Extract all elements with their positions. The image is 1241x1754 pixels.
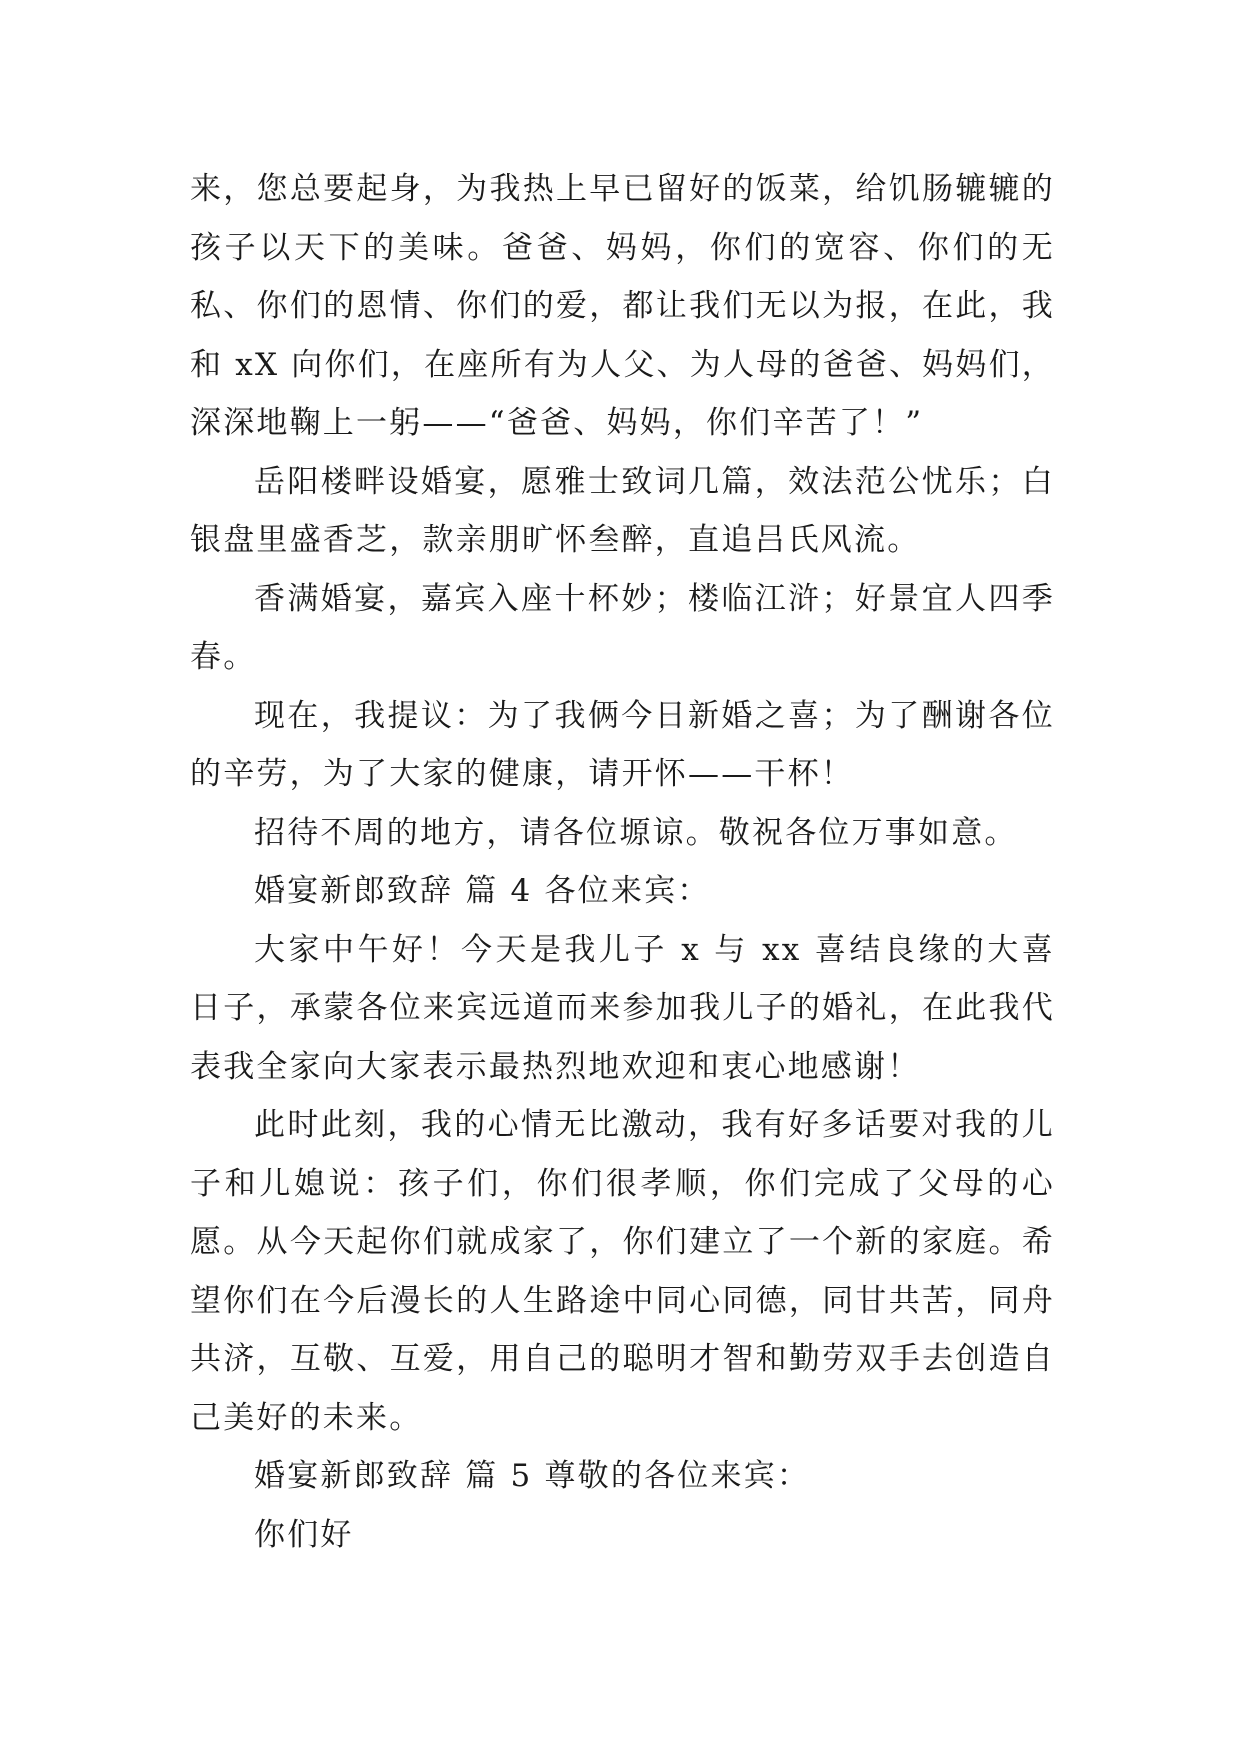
paragraph-10: 你们好 bbox=[254, 1516, 354, 1553]
paragraph-3: 香满婚宴，嘉宾入座十杯妙；楼临江浒；好景宜人四季春。 bbox=[190, 580, 1055, 675]
paragraph-2: 岳阳楼畔设婚宴，愿雅士致词几篇，效法范公忧乐；白银盘里盛香芝，款亲朋旷怀叁醉，直追吕氏风流。 bbox=[190, 463, 1055, 558]
paragraph-4: 现在，我提议：为了我俩今日新婚之喜；为了酬谢各位的辛劳，为了大家的健康，请开怀——干杯！ bbox=[190, 697, 1055, 792]
document-body bbox=[190, 160, 1055, 1564]
paragraph-1: 来，您总要起身，为我热上早已留好的饭菜，给饥肠辘辘的孩子以天下的美味。爸爸、妈妈，你们的宽容、你们的无私、你们的恩情、你们的爱，都让我们无以为报，在此，我和 xX 向你们，在座所有为人父、为人母的爸爸、妈妈们，深深地鞠上一躬——“爸爸、妈妈，你们辛苦了！” bbox=[190, 171, 1055, 441]
paragraph-5: 招待不周的地方，请各位塬谅。敬祝各位万事如意。 bbox=[254, 814, 1018, 851]
paragraph-7: 大家中午好！今天是我儿子 x 与 xx 喜结良缘的大喜日子，承蒙各位来宾远道而来参加我儿子的婚礼，在此我代表我全家向大家表示最热烈地欢迎和衷心地感谢！ bbox=[190, 931, 1055, 1085]
section-heading-4: 婚宴新郎致辞 篇 4 各位来宾： bbox=[254, 873, 711, 909]
paragraph-8: 此时此刻，我的心情无比激动，我有好多话要对我的儿子和儿媳说：孩子们，你们很孝顺，你们完成了父母的心愿。从今天起你们就成家了，你们建立了一个新的家庭。希望你们在今后漫长的人生路途中同心同德，同甘共苦，同舟共济，互敬、互爱，用自己的聪明才智和勤劳双手去创造自己美好的未来。 bbox=[190, 1107, 1055, 1436]
section-heading-5: 婚宴新郎致辞 篇 5 尊敬的各位来宾： bbox=[254, 1458, 811, 1494]
